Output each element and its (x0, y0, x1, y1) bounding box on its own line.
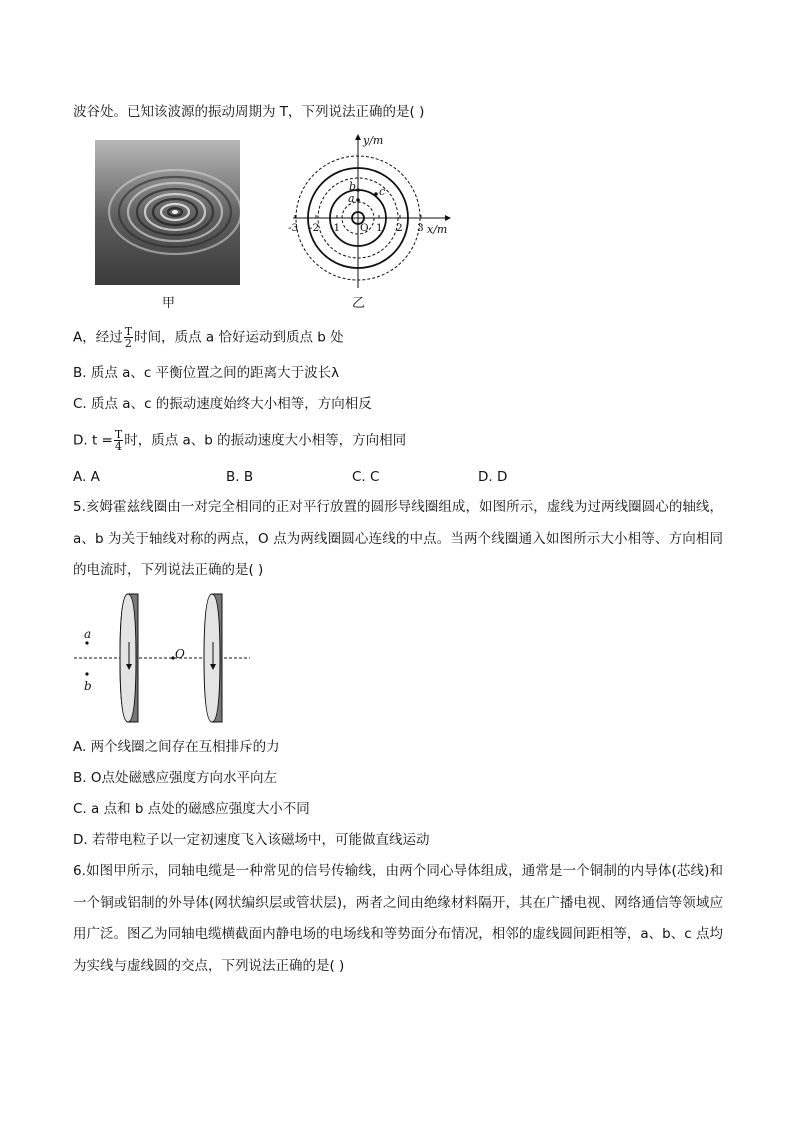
q5-option-c: C. a 点和 b 点处的磁感应强度大小不同 (73, 801, 310, 817)
point-b (356, 188, 360, 192)
fraction: $\frac{T}{2}$ (124, 325, 133, 350)
point-b (85, 672, 88, 675)
tick-label: 2 (396, 222, 403, 234)
q4-stem: 波谷处。已知该波源的振动周期为 T，下列说法正确的是( ) (73, 104, 425, 120)
figure-yi-caption: 乙 (352, 296, 366, 311)
q4-choice-b: B. B (226, 469, 254, 485)
figure-jia-caption: 甲 (162, 296, 176, 311)
point-a (85, 641, 88, 644)
tick-label: O (360, 222, 369, 234)
label-o: O (175, 647, 185, 661)
q5-stem: 5.亥姆霍兹线圈由一对完全相同的正对平行放置的圆形导线圈组成，如图所示，虚线为过两线圈圆心的轴线，a、b 为关于轴线对称的两点，O 点为两线圈圆心连线的中点。当两个线圈通入如图所示大小相等、方向相同的电流时，下列说法正确的是( ) (73, 499, 723, 578)
helmholtz-coil-diagram (70, 590, 260, 730)
tick-label: 3 (417, 222, 424, 234)
q4-choice-a: A. A (73, 469, 100, 485)
label-b: b (84, 679, 92, 693)
q4-choice-d: D. D (478, 469, 508, 485)
wave-circles-diagram (285, 130, 455, 290)
q6-stem: 6.如图甲所示，同轴电缆是一种常见的信号传输线，由两个同心导体组成，通常是一个铜制的内导体(芯线)和一个铜或铝制的外导体(网状编织层或管状层)，两者之间由绝缘材料隔开，其在广播电视、网络通信等领域应用广泛。图乙为同轴电缆横截面内静电场的电场线和等势面分布情况，相邻的虚线圆间距相等，a、b、c 点均为实线与虚线圆的交点，下列说法正确的是( ) (73, 863, 723, 974)
q5-option-b: B. O点处磁感应强度方向水平向左 (73, 770, 277, 786)
point-c (374, 192, 378, 196)
q4-option-b: B. 质点 a、c 平衡位置之间的距离大于波长λ (73, 365, 340, 381)
q5-option-d: D. 若带电粒子以一定初速度飞入该磁场中，可能做直线运动 (73, 832, 430, 848)
y-axis-label: y/m (363, 134, 384, 147)
label-a: a (84, 627, 92, 641)
q4-choice-c: C. C (352, 469, 380, 485)
point-a (356, 198, 360, 202)
x-axis-label: x/m (427, 223, 448, 236)
q5-option-a: A. 两个线圈之间存在互相排斥的力 (73, 739, 280, 755)
fraction: $\frac{T}{4}$ (114, 428, 123, 453)
q4-option-d: D. t = $\frac{T}{4}$ 时，质点 a、b 的振动速度大小相等，方向相同 (73, 428, 407, 453)
q4-option-c: C. 质点 a、c 的振动速度始终大小相等，方向相反 (73, 396, 372, 412)
tick-label: -3 (288, 222, 299, 234)
tick-label: 1 (376, 222, 383, 234)
point-c-label: c (379, 185, 386, 198)
tick-label: -2 (309, 222, 320, 234)
point-a-label: a (348, 192, 355, 205)
q4-option-a: A，经过 $\frac{T}{2}$ 时间，质点 a 恰好运动到质点 b 处 (73, 325, 344, 350)
point-b-label: b (349, 180, 357, 193)
ripple-photo (95, 140, 240, 285)
tick-label: -1 (330, 222, 341, 234)
